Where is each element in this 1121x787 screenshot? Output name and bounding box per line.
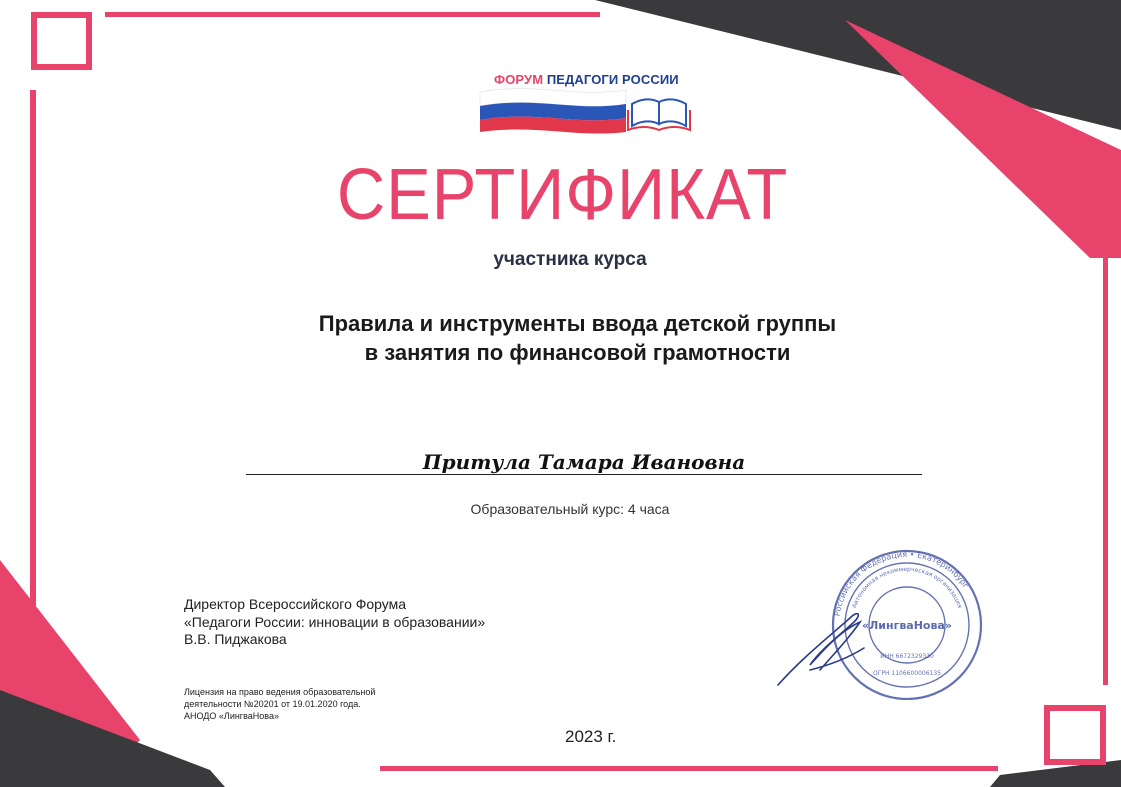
license-line-3: АНОДО «ЛингваНова» [184, 711, 279, 721]
stamp-outer-ring-text: Российская Федерация • Екатеринбург [832, 549, 971, 617]
logo-word-forum: ФОРУМ [494, 72, 544, 87]
logo-word-teachers: ПЕДАГОГИ РОССИИ [546, 72, 679, 87]
course-hours: Образовательный курс: 4 часа [470, 501, 670, 517]
director-name: В.В. Пиджакова [184, 631, 287, 647]
square-bottom-right [1047, 708, 1103, 762]
course-title [0, 309, 1121, 367]
stamp-inner-ring-text: Автономная некоммерческая организация [850, 565, 964, 610]
official-stamp [770, 530, 990, 700]
director-line-2: «Педагоги России: инновации в образовании» [184, 613, 486, 630]
forum-logo [476, 68, 696, 138]
director-line-1: Директор Всероссийского Форума [184, 596, 407, 612]
open-book-icon [626, 84, 696, 134]
license-block [184, 686, 375, 722]
svg-text:Автономная некоммерческая орга [851, 566, 963, 610]
certificate-subtitle: участника курса [493, 249, 647, 270]
frame-top-line [105, 12, 600, 17]
director-block [184, 596, 485, 649]
stamp-inn: ИНН 6672329330 [880, 653, 934, 660]
certificate-year: 2023 г. [565, 727, 617, 746]
course-title-line-1: Правила и инструменты ввода детской группы [318, 311, 837, 336]
stamp-ogrn: ОГРН 1106600006135 [872, 670, 942, 677]
license-line-2: деятельности №20201 от 19.01.2020 года. [184, 699, 361, 709]
recipient-name: Притула Тамара Ивановна [422, 450, 746, 474]
license-line-1: Лицензия на право ведения образовательной [184, 687, 376, 697]
stamp-center-text: «ЛингваНова» [862, 619, 952, 632]
square-top-left [34, 15, 89, 67]
frame-left-line [30, 90, 36, 685]
frame-bottom-line [380, 766, 998, 771]
recipient-underline [246, 474, 922, 475]
course-title-line-2: в занятия по финансовой грамотности [364, 340, 791, 365]
certificate-title: СЕРТИФИКАТ [336, 155, 789, 235]
